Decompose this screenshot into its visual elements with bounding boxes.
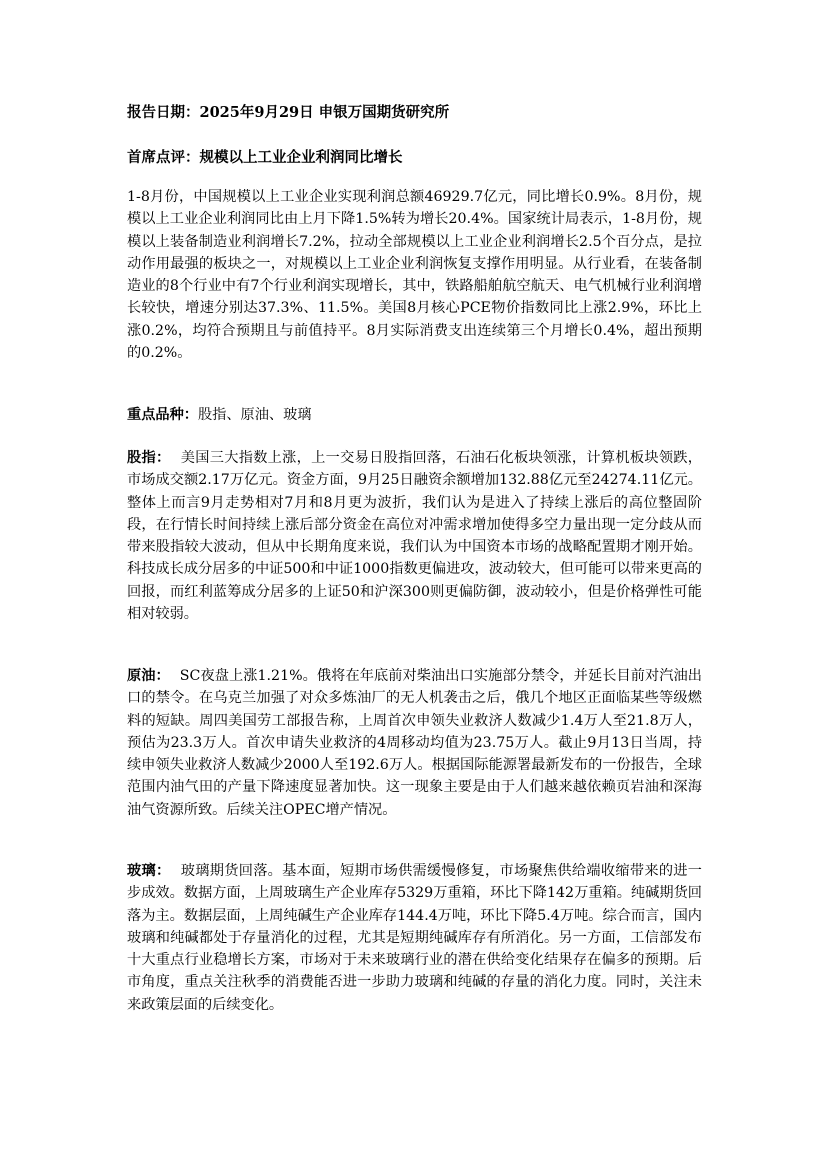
section-glass-label: 玻璃：: [127, 863, 171, 879]
key-varieties-value: 股指、原油、玻璃: [197, 407, 312, 423]
section-glass: [127, 860, 702, 1016]
section-stock-index-label: 股指：: [127, 450, 171, 466]
key-varieties-label: 重点品种：: [127, 407, 198, 423]
section-glass-body: 玻璃期货回落。基本面，短期市场供需缓慢修复，市场聚焦供给端收缩带来的进一步成效。数据方面，上周玻璃生产企业库存5329万重箱，环比下降142万重箱。纯碱期货回落为主。数据层面，上周纯碱生产企业库存144.4万吨，环比下降5.4万吨。综合而言，国内玻璃和纯碱都处于存量消化的过程，尤其是短期纯碱库存有所消化。另一方面，工信部发布十大重点行业稳增长方案，市场对于未来玻璃行业的潜在供给变化结果存在偏多的预期。后市角度，重点关注秋季的消费能否进一步助力玻璃和纯碱的存量的消化力度。同时，关注未来政策层面的后续变化。: [127, 863, 702, 1013]
report-date-line: 报告日期：2025年9月29日 申银万国期货研究所: [127, 104, 450, 121]
section-crude-oil: [127, 665, 702, 821]
section-crude-oil-body: SC夜盘上涨1.21%。俄将在年底前对柴油出口实施部分禁令，并延长目前对汽油出口的禁令。在乌克兰加强了对众多炼油厂的无人机袭击之后，俄几个地区正面临某些等级燃料的短缺。周四美国劳工部报告称，上周首次申领失业救济人数减少1.4万人至21.8万人，预估为23.3万人。首次申请失业救济的4周移动均值为23.75万人。截止9月13日当周，持续申领失业救济人数减少2000人至192.6万人。根据国际能源署最新发布的一份报告，全球范围内油气田的产量下降速度显著加快。这一现象主要是由于人们越来越依赖页岩油和深海油气资源所致。后续关注OPEC增产情况。: [127, 668, 702, 818]
key-varieties-line: [127, 404, 702, 426]
section-crude-oil-label: 原油：: [127, 668, 170, 684]
section-stock-index: [127, 447, 702, 625]
section-stock-index-body: 美国三大指数上涨，上一交易日股指回落，石油石化板块领涨，计算机板块领跌，市场成交额2.17万亿元。资金方面，9月25日融资余额增加132.88亿元至24274.11亿元。整体上而言9月走势相对7月和8月更为波折，我们认为是进入了持续上涨后的高位整固阶段，在行情长时间持续上涨后部分资金在高位对冲需求增加使得多空力量出现一定分歧从而带来股指较大波动，但从中长期角度来说，我们认为中国资本市场的战略配置期才刚开始。科技成长成分居多的中证500和中证1000指数更偏进攻，波动较大，但可能可以带来更高的回报，而红利蓝筹成分居多的上证50和沪深300则更偏防御，波动较小，但是价格弹性可能相对较弱。: [127, 450, 702, 623]
chief-comment-body: 1-8月份，中国规模以上工业企业实现利润总额46929.7亿元，同比增长0.9%。8月份，规模以上工业企业利润同比由上月下降1.5%转为增长20.4%。国家统计局表示，1-8月份，规模以上装备制造业利润增长7.2%，拉动全部规模以上工业企业利润增长2.5个百分点，是拉动作用最强的板块之一，对规模以上工业企业利润恢复支撑作用明显。从行业看，在装备制造业的8个行业中有7个行业利润实现增长，其中，铁路船舶航空航天、电气机械行业利润增长较快，增速分别达37.3%、11.5%。美国8月核心PCE物价指数同比上涨2.9%，环比上涨0.2%，均符合预期且与前值持平。8月实际消费支出连续第三个月增长0.4%，超出预期的0.2%。: [127, 189, 702, 362]
chief-comment-title: 首席点评：规模以上工业企业利润同比增长: [127, 149, 403, 166]
